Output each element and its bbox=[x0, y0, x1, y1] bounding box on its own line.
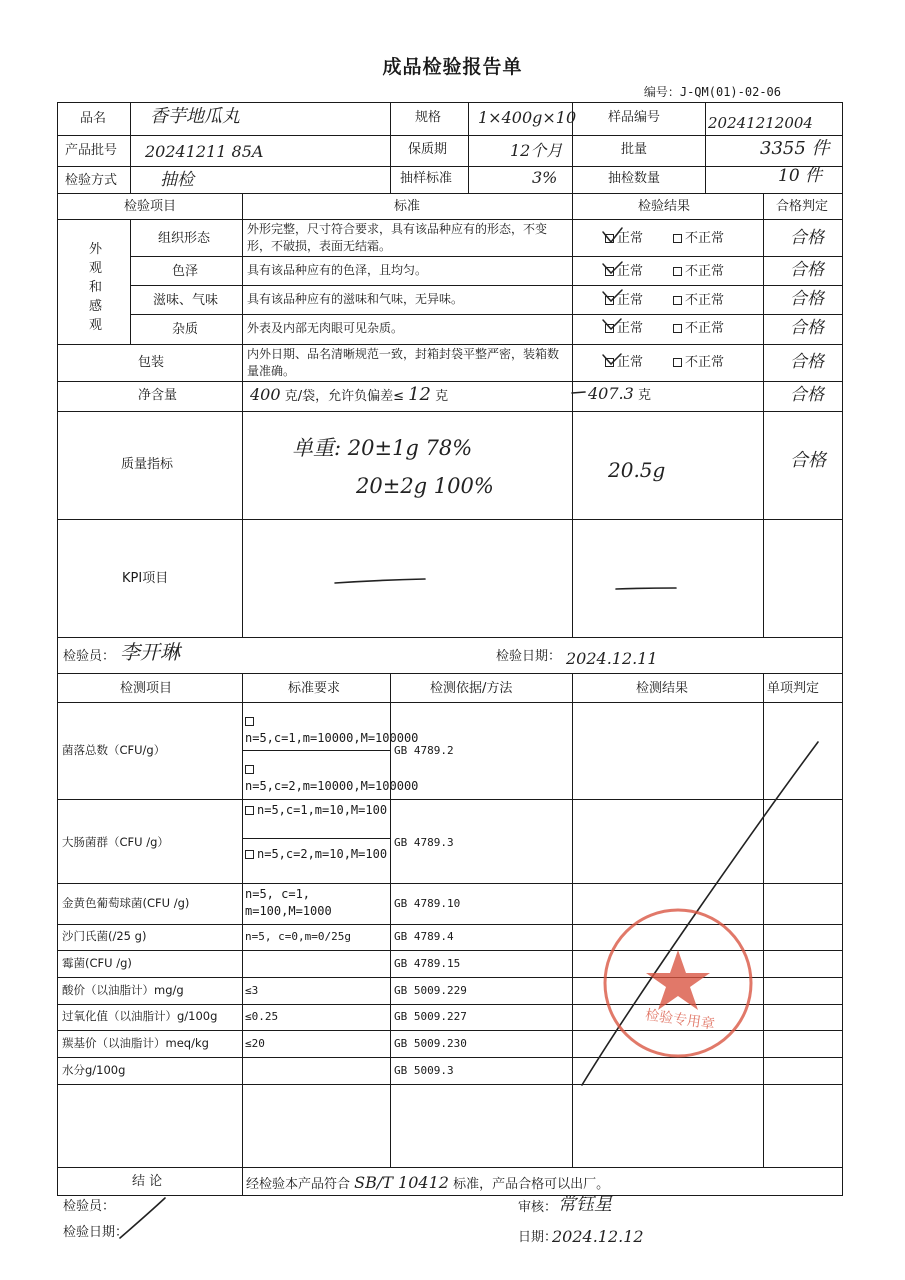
sensory-ng-3: 不正常 bbox=[673, 294, 724, 307]
micro-header-method: 检测依据/方法 bbox=[430, 681, 513, 696]
sensory-verdict-3: 合格 bbox=[790, 289, 824, 309]
batch-no-value: 20241211 85A bbox=[145, 142, 264, 161]
method-value: 抽检 bbox=[160, 170, 194, 190]
micro-item-3: 金黄色葡萄球菌(CFU /g) bbox=[62, 896, 190, 910]
product-name-label: 品名 bbox=[80, 111, 107, 126]
micro-item-5: 霉菌(CFU /g) bbox=[62, 956, 132, 970]
quality-result: 20.5g bbox=[608, 458, 666, 482]
quality-label: 质量指标 bbox=[121, 457, 174, 472]
inspector-label: 检验员： bbox=[63, 649, 116, 664]
sampling-std-value: 3% bbox=[532, 168, 558, 187]
net-content-result: 407.3 克 bbox=[588, 384, 651, 403]
micro-req-1a: n=5,c=1,m=10000,M=100000 bbox=[245, 713, 389, 747]
micro-header-req: 标准要求 bbox=[288, 681, 341, 696]
sensory-header-verdict: 合格判定 bbox=[776, 199, 829, 214]
quality-line-1: 单重: 20±1g 78% bbox=[292, 436, 473, 460]
inspection-stamp bbox=[605, 910, 751, 1056]
conclusion-standard: SB/T 10412 bbox=[354, 1173, 449, 1192]
net-tolerance-value: 12 bbox=[408, 384, 432, 405]
quality-verdict: 合格 bbox=[790, 450, 826, 471]
micro-item-8: 羰基价（以油脂计）meq/kg bbox=[62, 1036, 209, 1050]
micro-req-2a: n=5,c=1,m=10,M=100 bbox=[245, 802, 389, 819]
sample-qty-value: 10 件 bbox=[778, 166, 823, 186]
document-title: 成品检验报告单 bbox=[382, 56, 523, 78]
review-label: 审核： bbox=[518, 1200, 558, 1215]
micro-item-4: 沙门氏菌(/25 g) bbox=[62, 929, 147, 943]
micro-req-3: n=5, c=1, m=100,M=1000 bbox=[245, 887, 332, 918]
micro-header-item: 检测项目 bbox=[120, 681, 173, 696]
sensory-verdict-1: 合格 bbox=[790, 228, 824, 248]
micro-method-1: GB 4789.2 bbox=[394, 744, 454, 757]
sensory-item-2: 色泽 bbox=[172, 264, 199, 279]
quality-line-2: 20±2g 100% bbox=[356, 474, 494, 498]
sensory-ok-3: 正常 bbox=[605, 294, 643, 307]
micro-item-6: 酸价（以油脂计）mg/g bbox=[62, 983, 184, 997]
inspector-signature: 李开琳 bbox=[120, 640, 180, 664]
micro-method-3: GB 4789.10 bbox=[394, 897, 461, 910]
inspection-date-label: 检验日期： bbox=[496, 649, 562, 664]
sensory-ng-4: 不正常 bbox=[673, 322, 724, 335]
product-name-value: 香芋地瓜丸 bbox=[150, 106, 240, 127]
lot-value: 3355 件 bbox=[760, 138, 830, 159]
packaging-label: 包装 bbox=[138, 355, 165, 370]
packaging-verdict: 合格 bbox=[790, 352, 824, 372]
sensory-standard-4: 外表及内部无肉眼可见杂质。 bbox=[247, 321, 404, 335]
micro-method-8: GB 5009.230 bbox=[394, 1037, 467, 1050]
packaging-standard: 内外日期、品名清晰规范一致，封箱封袋平整严密，装箱数量准确。 bbox=[247, 347, 560, 378]
shelf-life-value: 12个月 bbox=[510, 141, 563, 160]
review-date-value: 2024.12.12 bbox=[552, 1227, 644, 1246]
micro-req-6: ≤3 bbox=[245, 984, 259, 997]
packaging-ng: 不正常 bbox=[673, 356, 724, 369]
conclusion-text: 经检验本产品符合 SB/T 10412 标准，产品合格可以出厂。 bbox=[246, 1173, 610, 1192]
sensory-ok-2: 正常 bbox=[605, 265, 643, 278]
micro-item-1: 菌落总数（CFU/g） bbox=[62, 743, 166, 757]
sensory-standard-1: 外形完整，尺寸符合要求，具有该品种应有的形态，不变形，不破损，表面无结霜。 bbox=[247, 222, 548, 253]
footer-inspector-label: 检验员： bbox=[63, 1199, 116, 1214]
sensory-verdict-4: 合格 bbox=[790, 318, 824, 338]
sensory-header-item: 检验项目 bbox=[124, 199, 177, 214]
shelf-life-label: 保质期 bbox=[408, 142, 448, 157]
micro-req-1b: n=5,c=2,m=10000,M=100000 bbox=[245, 761, 389, 795]
spec-value: 1×400g×10 bbox=[478, 108, 577, 127]
sensory-ok-1: 正常 bbox=[605, 232, 643, 245]
sample-no-value: 20241212004 bbox=[708, 114, 813, 132]
micro-header-verdict: 单项判定 bbox=[767, 681, 820, 696]
sensory-verdict-2: 合格 bbox=[790, 260, 824, 280]
micro-req-2b: n=5,c=2,m=10,M=100 bbox=[245, 846, 389, 863]
micro-item-7: 过氧化值（以油脂计）g/100g bbox=[62, 1009, 218, 1023]
net-content-standard: 400 克/袋，允许负偏差≤ 12 克 bbox=[250, 384, 449, 405]
micro-method-7: GB 5009.227 bbox=[394, 1010, 467, 1023]
net-weight-value: 400 bbox=[250, 385, 281, 404]
review-date-label: 日期： bbox=[518, 1230, 558, 1245]
micro-item-2: 大肠菌群（CFU /g） bbox=[62, 835, 169, 849]
sensory-group-label: 外观和感观 bbox=[89, 242, 103, 333]
sample-qty-label: 抽检数量 bbox=[608, 171, 661, 186]
micro-req-4: n=5, c=0,m=0/25g bbox=[245, 930, 351, 943]
sampling-std-label: 抽样标准 bbox=[400, 171, 453, 186]
spec-label: 规格 bbox=[415, 110, 442, 125]
conclusion-label: 结 论 bbox=[132, 1174, 163, 1189]
micro-req-8: ≤20 bbox=[245, 1037, 265, 1050]
net-result-value: 407.3 bbox=[588, 384, 634, 403]
micro-header-result: 检测结果 bbox=[636, 681, 689, 696]
packaging-ok: 正常 bbox=[605, 356, 643, 369]
micro-method-9: GB 5009.3 bbox=[394, 1064, 454, 1077]
lot-label: 批量 bbox=[621, 142, 648, 157]
sensory-standard-3: 具有该品种应有的滋味和气味，无异味。 bbox=[247, 292, 464, 306]
net-content-verdict: 合格 bbox=[790, 385, 824, 405]
micro-method-4: GB 4789.4 bbox=[394, 930, 454, 943]
stamp-label: 检验专用章 bbox=[644, 1007, 716, 1033]
micro-item-9: 水分g/100g bbox=[62, 1063, 126, 1077]
batch-no-label: 产品批号 bbox=[65, 143, 118, 158]
sensory-item-1: 组织形态 bbox=[158, 231, 211, 246]
net-content-label: 净含量 bbox=[138, 388, 178, 403]
sensory-standard-2: 具有该品种应有的色泽，且均匀。 bbox=[247, 263, 428, 277]
micro-method-5: GB 4789.15 bbox=[394, 957, 461, 970]
sensory-ng-1: 不正常 bbox=[673, 232, 724, 245]
micro-method-2: GB 4789.3 bbox=[394, 836, 454, 849]
sensory-header-result: 检验结果 bbox=[638, 199, 691, 214]
sensory-ok-4: 正常 bbox=[605, 322, 643, 335]
sensory-item-4: 杂质 bbox=[172, 322, 199, 337]
sensory-item-3: 滋味、气味 bbox=[153, 293, 219, 308]
method-label: 检验方式 bbox=[65, 173, 118, 188]
micro-req-7: ≤0.25 bbox=[245, 1010, 279, 1023]
sensory-ng-2: 不正常 bbox=[673, 265, 724, 278]
footer-date-label: 检验日期： bbox=[63, 1225, 129, 1240]
sensory-header-standard: 标准 bbox=[394, 199, 421, 214]
micro-method-6: GB 5009.229 bbox=[394, 984, 467, 997]
kpi-label: KPI项目 bbox=[122, 571, 169, 586]
document-code: 编号：J-QM(01)-02-06 bbox=[643, 85, 781, 99]
inspection-date-value: 2024.12.11 bbox=[566, 649, 658, 668]
review-signature: 常钰星 bbox=[558, 1194, 612, 1215]
sample-no-label: 样品编号 bbox=[608, 110, 661, 125]
